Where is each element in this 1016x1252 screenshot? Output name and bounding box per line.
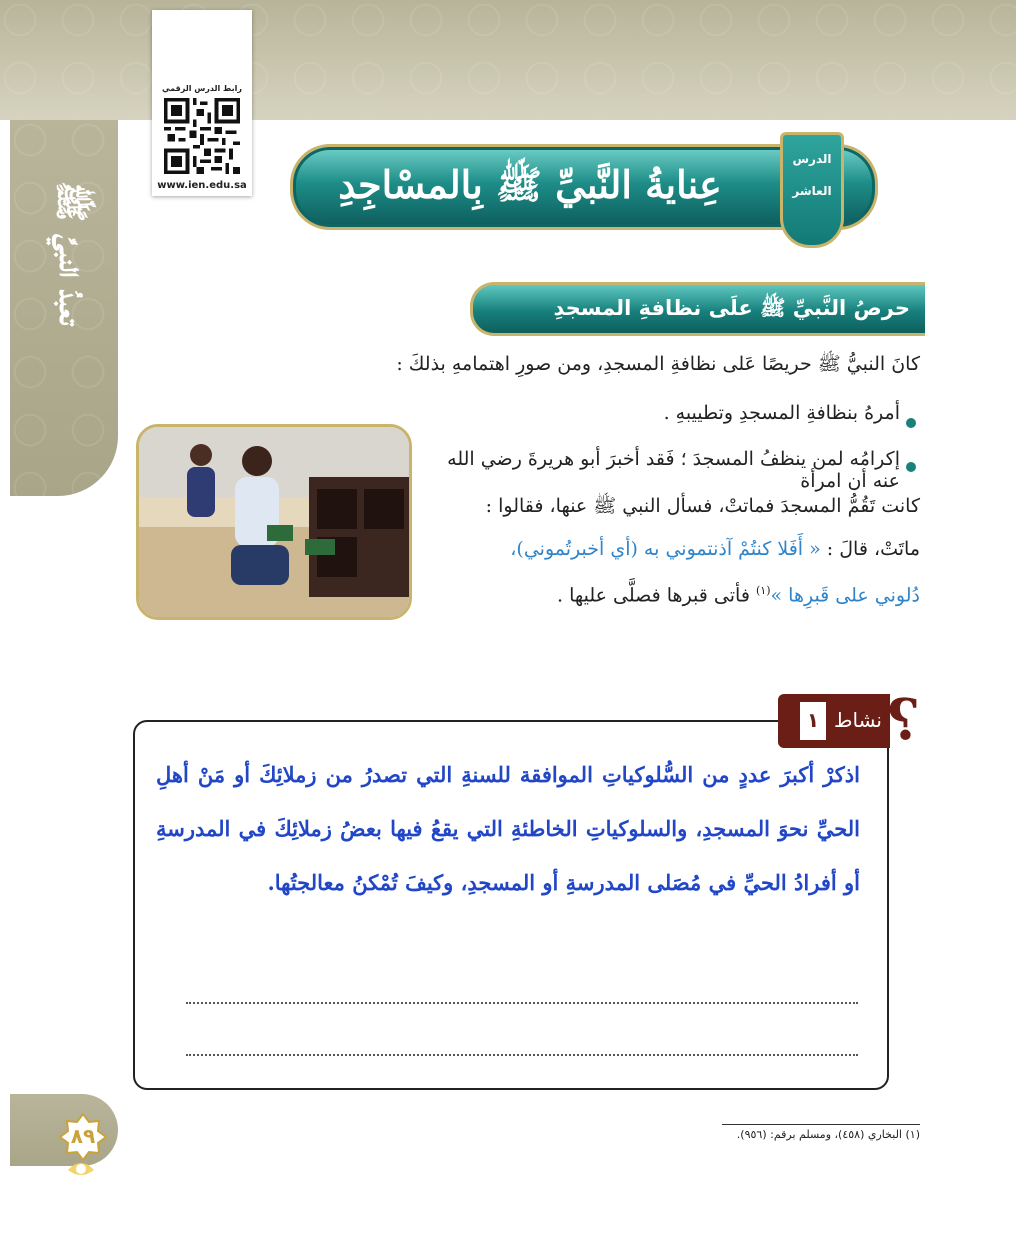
mosque-photo xyxy=(136,424,412,620)
boys-reading-quran-image xyxy=(139,427,409,617)
page-number: ٨٩ xyxy=(70,1124,96,1148)
bullet-icon xyxy=(906,462,916,472)
qr-card[interactable] xyxy=(152,10,252,196)
lesson-tag-label: الدرس xyxy=(792,152,832,166)
unit-title: تعبدُ النبيِّ ﷺ xyxy=(51,180,91,325)
publisher-logo-icon xyxy=(64,1152,98,1182)
footnote-divider xyxy=(722,1124,920,1125)
question-mark-icon: ? xyxy=(887,687,920,753)
lesson-title: عِنايةُ النَّبيِّ ﷺ بِالمسْاجِدِ xyxy=(338,162,722,207)
qr-url[interactable]: www.ien.edu.sa xyxy=(157,180,247,191)
story-line xyxy=(426,584,920,606)
intro-paragraph: كانَ النبيُّ ﷺ حريصًا عَلى نظافةِ المسجدِ، ومن صورِ اهتمامهِ بذلكَ : xyxy=(396,353,920,375)
bullet-item-cleaning: أمرهُ بنظافةِ المسجدِ وتطييبهِ . xyxy=(663,402,900,424)
section-title: حرصُ النَّبيِّ ﷺ علَى نظافةِ المسجدِ xyxy=(553,296,910,320)
story-line: كانت تَقُمُّ المسجدَ فماتتْ، فسأل النبي ﷺ عنها، فقالوا : xyxy=(485,495,920,517)
footnote: (١) البخاري (٤٥٨)، ومسلم برقم: (٩٥٦). xyxy=(736,1128,920,1141)
bullet-item-honoring: إكرامُه لمن ينظفُ المسجدَ ؛ فَقد أخبرَ أبو هريرةَ رضي الله عنه أن امرأة xyxy=(447,448,900,492)
lesson-tag-number: العاشر xyxy=(792,184,832,198)
answer-line[interactable] xyxy=(186,1002,858,1004)
story-line xyxy=(426,538,920,560)
story-text: ماتَتْ، قالَ : xyxy=(826,538,920,560)
qr-code-icon[interactable] xyxy=(164,98,240,174)
activity-prompt: اذكرْ أكبرَ عددٍ من السُّلوكياتِ الموافقة للسنةِ التي تصدرُ من زملائِكَ أو مَنْ أهلِ الحيِّ نحوَ المسجدِ، والسلوكياتِ الخاطئةِ التي يقعُ فيها بعضُ زملائِكَ في المدرسةِ أو أفرادُ الحيِّ في مُصَلى المدرسةِ أو المسجدِ، وكيفَ تُمْكنُ معالجتُها. xyxy=(156,762,860,895)
activity-label: نشاط xyxy=(834,708,882,732)
footnote-ref: (١) xyxy=(755,584,771,597)
activity-number: ١ xyxy=(806,708,820,732)
story-text: فأتى قبرها فصلَّى عليها . xyxy=(557,584,750,607)
qr-label: رابط الدرس الرقمي xyxy=(162,84,242,93)
hadith-text: « أَفَلا كنتُمْ آذنتموني به (أي أخبرتُموني)، xyxy=(510,538,821,560)
answer-line[interactable] xyxy=(186,1054,858,1056)
bullet-icon xyxy=(906,418,916,428)
hadith-text: دُلوني على قَبرِها » xyxy=(770,584,920,607)
